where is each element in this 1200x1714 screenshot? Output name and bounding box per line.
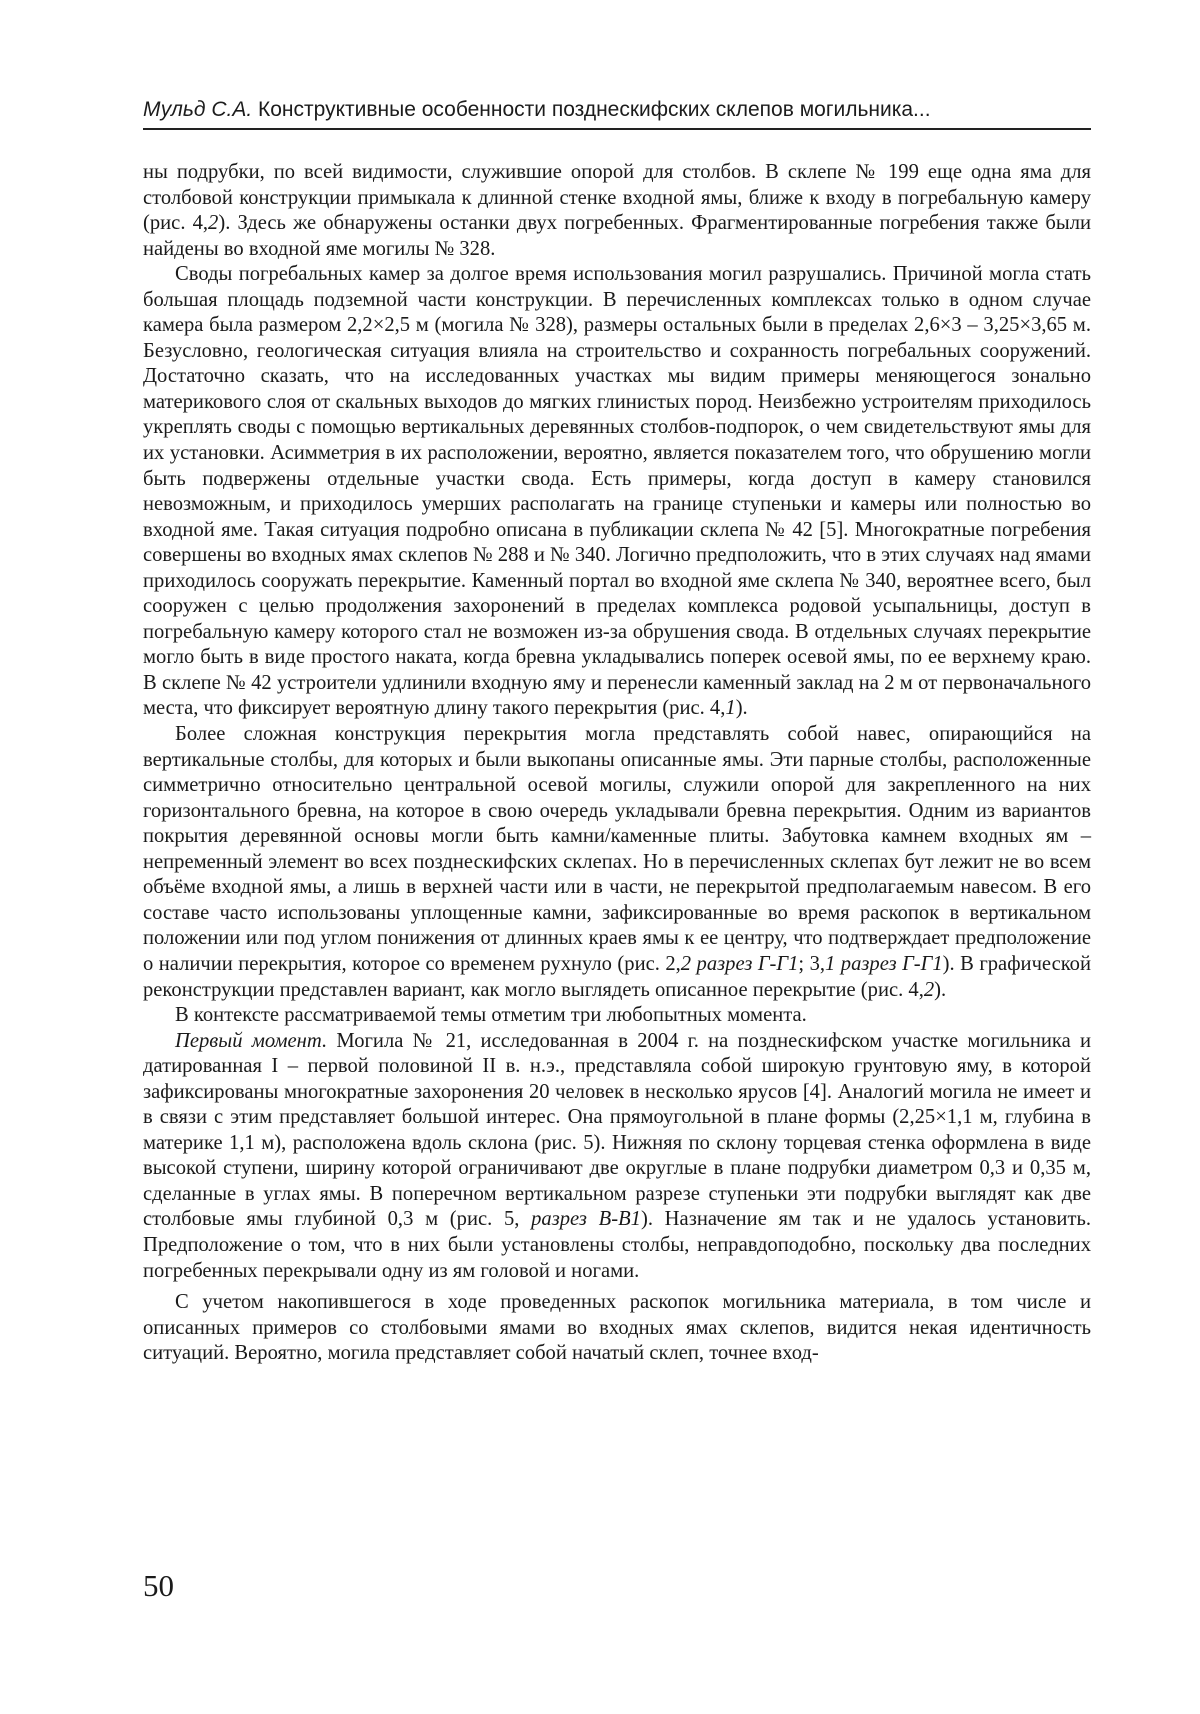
paragraph-text: ны подрубки, по всей видимости, служившие опорой для столбов. В склепе № 199 еще одна яма для столбовой конструкции примыкала к длинной стенке входной ямы, ближе к входу в погребальную камеру (рис. 4, [143,161,1091,235]
paragraph-text: ). Назначение ям так и не удалось установить. Предположение о том, что в них были установлены столбы, неправдоподобно, поскольку два последних погребенных перекрывали одну из ям головой и ногами. [143,1208,1091,1282]
paragraph-text: В контексте рассматриваемой темы отметим три любопытных момента. [175,1004,807,1027]
paragraph-text: ). [934,978,947,1001]
paragraph-text: Более сложная конструкция перекрытия могла представлять собой навес, опирающийся на вертикальные столбы, для которых и были выкопаны описанные ямы. Эти парные столбы, расположенные симметрично относительно центральной осевой могилы, служили опорой для закрепленного на них горизонтального бревна, на которое в свою очередь укладывали бревна перекрытия. Одним из вариантов покрытия деревянной основы могли быть камни/каменные плиты. Забутовка камнем входных ям – непременный элемент во всех позднескифских склепах. Но в перечисленных склепах бут лежит не во всем объёме входной ямы, а лишь в верхней части или в части, не перекрытой предполагаемым навесом. В его составе часто использованы уплощенные камни, зафиксированные во время раскопок в вертикальном положении или под углом понижения от длинных краев ямы к ее центру, что подтверждает предположение о наличии перекрытия, которое со временем рухнуло (рис. 2, [143,723,1091,975]
header-title: Конструктивные особенности позднескифских склепов могильника... [258,98,931,121]
figure-ref: 1 разрез Г-Г1 [825,952,943,975]
paragraph-vaults [143,262,1091,722]
paragraph-text: С учетом накопившегося в ходе проведенных раскопок могильника материала, в том числе и описанных примеров со столбовыми ямами во входных ямах склепов, видится некая идентичность ситуаций. Вероятно, могила представляет собой начатый склеп, точнее вход- [143,1291,1091,1365]
paragraph-text: Своды погребальных камер за долгое время использования могил разрушались. Причиной могла стать большая площадь подземной части конструкции. В перечисленных комплексах только в одном случае камера была размером 2,2×2,5 м (могила № 328), размеры остальных были в пределах 2,6×3 – 3,25×3,65 м. Безусловно, геологическая ситуация влияла на строительство и сохранность погребальных сооружений. Достаточно сказать, что на исследованных участках мы видим примеры меняющегося зонально материкового слоя от скальных выходов до мягких глинистых пород. Неизбежно устроителям приходилось укреплять своды с помощью вертикальных деревянных столбов-подпорок, о чем свидетельствуют ямы для их установки. Асимметрия в их расположении, вероятно, является показателем того, что обрушению могли быть подвержены отдельные участки свода. Есть примеры, когда доступ в камеру становился невозможным, и приходилось умерших располагать на границе ступеньки и камеры или полностью во входной яме. Такая ситуация подробно описана в публикации склепа № 42 [5]. Многократные погребения совершены во входных ямах склепов № 288 и № 340. Логично предположить, что в этих случаях над ямами приходилось сооружать перекрытие. Каменный портал во входной яме склепа № 340, вероятнее всего, был сооружен с целью продолжения захоронений в пределах комплекса родовой усыпальницы, доступ в погребальную камеру которого стал не возможен из-за обрушения свода. В отдельных случаях перекрытие могло быть в виде простого наката, когда бревна укладывались поперек осевой ямы, по ее верхнему краю. В склепе № 42 устроители удлинили входную яму и перенесли каменный заклад на 2 м от первоначального места, что фиксирует вероятную длину такого перекрытия (рис. 4, [143,263,1091,720]
running-header [143,96,1091,124]
figure-ref: 2 [208,212,219,235]
page-number: 50 [143,1568,174,1603]
paragraph-text: ). [735,697,748,720]
paragraph-text: ; 3, [798,952,826,975]
header-author: Мульд С.А. [143,98,253,121]
article-body [143,160,1091,1367]
figure-ref: 2 [923,978,935,1001]
figure-ref: 1 [725,697,736,720]
figure-ref: разрез В-В1 [531,1208,641,1231]
paragraph-text: Могила № 21, исследованная в 2004 г. на позднескифском участке могильника и датированная I – первой половиной II в. н.э., представляла собой широкую грунтовую яму, в которой зафиксированы многократные захоронения 20 человек в несколько ярусов [4]. Аналогий могила не имеет и в связи с этим представляет большой интерес. Она прямоугольной в плане формы (2,25×1,1 м, глубина в материке 1,1 м), расположена вдоль склона (рис. 5). Нижняя по склону торцевая стенка оформлена в виде высокой ступени, ширину которой ограничивают две округлые в плане подрубки диаметром 0,3 и 0,35 м, сделанные в углах ямы. В поперечном вертикальном разрезе ступеньки эти подрубки выглядят как две столбовые ямы глубиной 0,3 м (рис. 5, [143,1029,1091,1231]
paragraph-lead-in: Первый момент. [175,1029,328,1052]
paragraph-continuation [143,160,1091,262]
paragraph-conclusion [143,1290,1091,1367]
header-rule [143,128,1091,130]
paragraph-first-moment [143,1029,1091,1284]
figure-ref: 2 разрез Г-Г1 [680,952,799,975]
paragraph-canopy [143,722,1091,1003]
paragraph-text: ). В графической реконструкции представлен вариант, как могло выглядеть описанное перекрытие (рис. 4, [143,952,1091,1001]
paragraph-text: ). Здесь же обнаружены останки двух погребенных. Фрагментированные погребения также были найдены во входной яме могилы № 328. [143,212,1091,260]
paragraph-context [143,1003,1091,1029]
